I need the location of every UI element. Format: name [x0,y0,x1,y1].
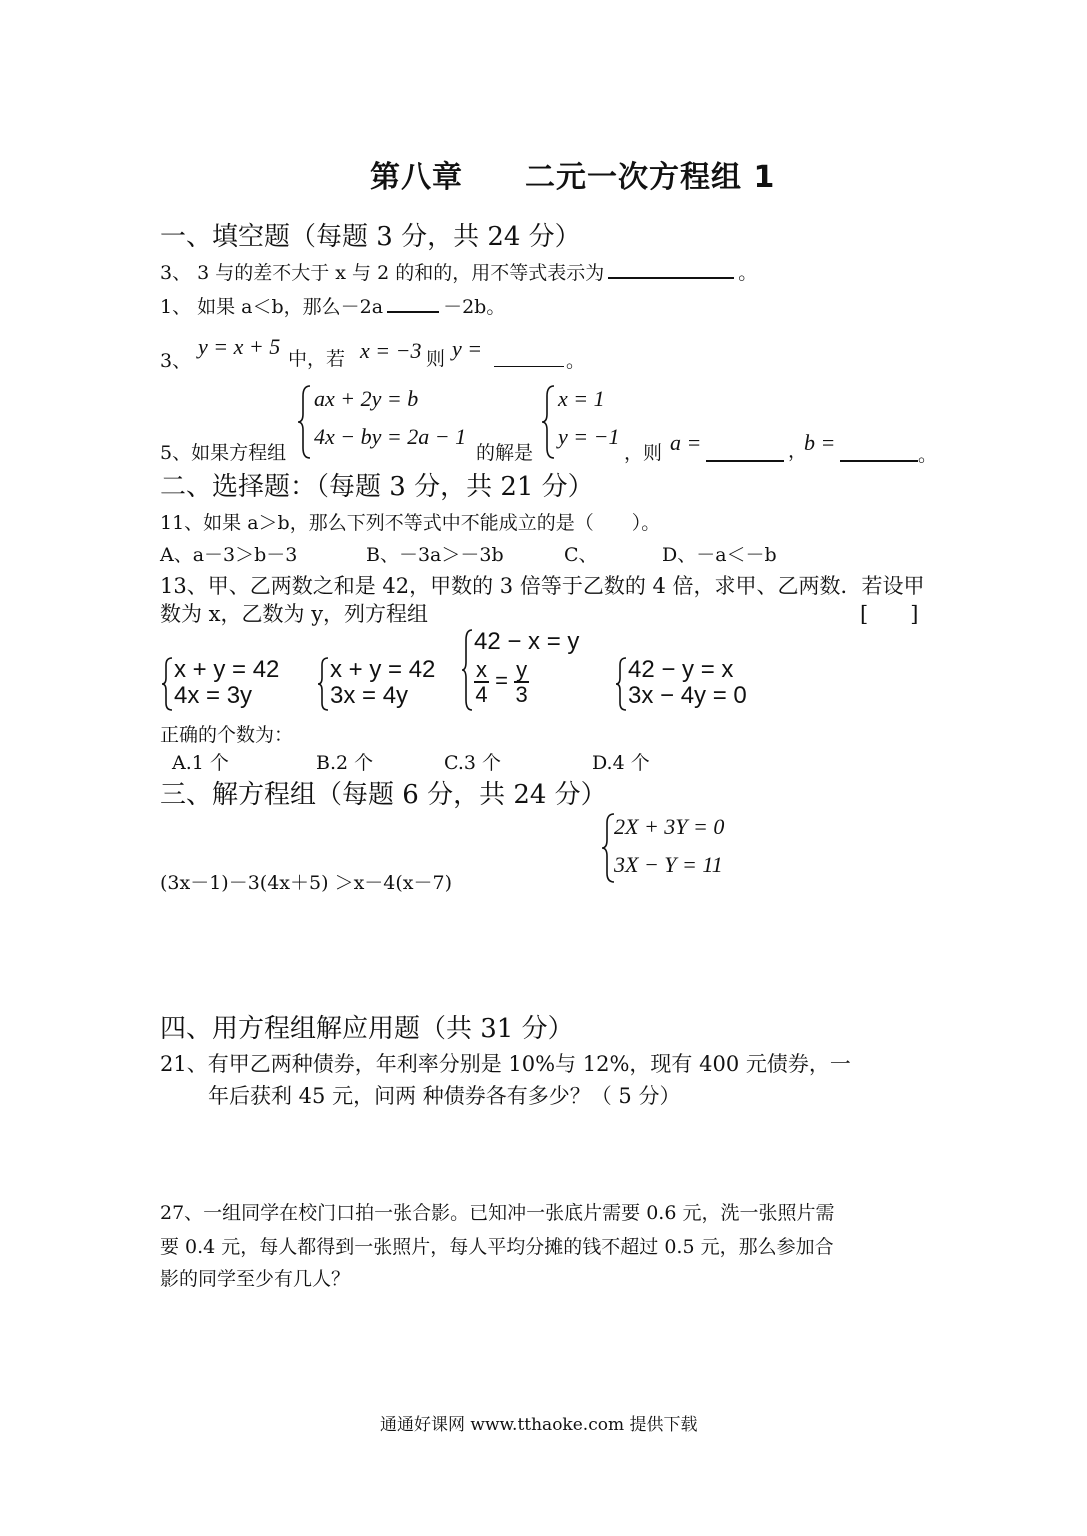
count-option-c[interactable]: C.3 个 [444,752,502,774]
question-text: 3、 3 与的差不大于 x 与 2 的和的，用不等式表示为 [160,262,605,284]
option-d[interactable]: D、－a＜－b [662,544,777,566]
brace-icon [460,628,474,712]
footer-text: 通通好课网 www.tthaoke.com 提供下载 [380,1415,698,1435]
question-27-line2: 要 0.4 元，每人都得到一张照片，每人平均分摊的钱不超过 0.5 元，那么参加合 [160,1236,834,1258]
brace-icon [160,656,174,712]
system-option-2 [316,656,456,712]
equation-line: x + y = 42 [174,656,280,683]
question-text: 1、 如果 a＜b，那么－2a [160,296,384,318]
question-end: 。 [918,444,938,466]
question-text: 的解是 [476,442,534,464]
answer-blank-a[interactable] [706,460,784,462]
equation: a = [670,430,702,455]
question-text: 5、如果方程组 [160,442,287,464]
question-fill-3-num: 3、 [160,350,192,372]
option-a[interactable]: A、a－3＞b－3 [160,544,298,566]
question-end: 。 [738,262,758,284]
question-text: ，则 [624,442,663,464]
equation-line: x + y = 42 [330,656,436,683]
question-fill-2 [160,292,505,319]
section-4-heading: 四、用方程组解应用题（共 31 分） [160,1014,574,1044]
system-option-1 [160,656,300,712]
brace-icon [296,384,312,460]
count-label: 正确的个数为： [160,724,294,746]
section-1-heading: 一、填空题（每题 3 分，共 24 分） [160,222,581,252]
page-title: 第八章 二元一次方程组 1 [370,160,776,195]
equation-line: 42 − x = y [474,628,580,655]
question-27-line3: 影的同学至少有几人？ [160,1268,351,1290]
answer-blank[interactable] [608,276,734,279]
question-text: 则 [426,348,446,370]
equation-line: x = 1 [558,386,605,411]
equation: x = −3 [360,338,422,363]
fraction: $\frac{y}{3}$ [515,657,528,708]
answer-blank-b[interactable] [840,460,918,462]
equation-line: 3x = 4y [330,682,409,709]
equation-line: 3x − 4y = 0 [628,682,747,709]
question-13-line2: 数为 x，乙数为 y，列方程组 [160,602,429,626]
question-text-end: －2b。 [443,296,506,318]
fraction-equation: $\frac{x}{4}$ = $\frac{y}{3}$ [475,657,528,708]
equation: b = [804,430,836,455]
answer-blank[interactable] [387,310,439,313]
count-option-d[interactable]: D.4 个 [592,752,650,774]
question-end: 。 [566,350,586,372]
question-fill-1 [160,258,757,285]
equation-line: ax + 2y = b [314,386,419,411]
equation-line: 42 − y = x [628,656,734,683]
answer-blank[interactable] [494,366,564,367]
question-27-line1: 27、一组同学在校门口拍一张合影。已知冲一张底片需要 0.6 元，洗一张照片需 [160,1202,835,1224]
question-21-line1: 21、有甲乙两种债券，年利率分别是 10%与 12%，现有 400 元债券，一 [160,1052,851,1076]
fraction: $\frac{x}{4}$ [475,657,488,708]
equation-line: 4x − by = 2a − 1 [314,424,467,449]
equation-line: 2X + 3Y = 0 [614,814,725,839]
equation: y = x + 5 [198,334,281,359]
question-text: 中，若 [288,348,346,370]
equation-line: y = −1 [558,424,620,449]
equation-system-2 [540,384,630,460]
option-b[interactable]: B、－3a＞－3b [366,544,504,566]
section-2-heading: 二、选择题：（每题 3 分，共 21 分） [160,472,594,502]
inequality: (3x－1)－3(4x＋5) ＞x－4(x－7) [160,872,452,894]
equation-system-1 [296,384,476,460]
question-text: ， [788,440,808,462]
brace-icon [540,384,556,460]
answer-bracket[interactable]: [ ] [860,602,919,626]
count-option-b[interactable]: B.2 个 [316,752,374,774]
count-option-a[interactable]: A.1 个 [172,752,229,774]
equation-system-3 [600,812,760,884]
option-c[interactable]: C、 [564,544,598,566]
question-11: 11、如果 a＞b，那么下列不等式中不能成立的是（ ）。 [160,512,661,534]
equation: y = [452,336,483,361]
equation-line: 3X − Y = 11 [614,852,723,877]
system-option-3 [460,628,600,714]
system-option-4 [614,656,764,712]
question-21-line2: 年后获利 45 元，问两 种债券各有多少？（ 5 分） [208,1084,681,1108]
brace-icon [614,656,628,712]
equation-line: 4x = 3y [174,682,253,709]
brace-icon [316,656,330,712]
question-13-line1: 13、甲、乙两数之和是 42，甲数的 3 倍等于乙数的 4 倍，求甲、乙两数．若设甲 [160,574,925,598]
section-3-heading: 三、解方程组（每题 6 分，共 24 分） [160,780,607,810]
